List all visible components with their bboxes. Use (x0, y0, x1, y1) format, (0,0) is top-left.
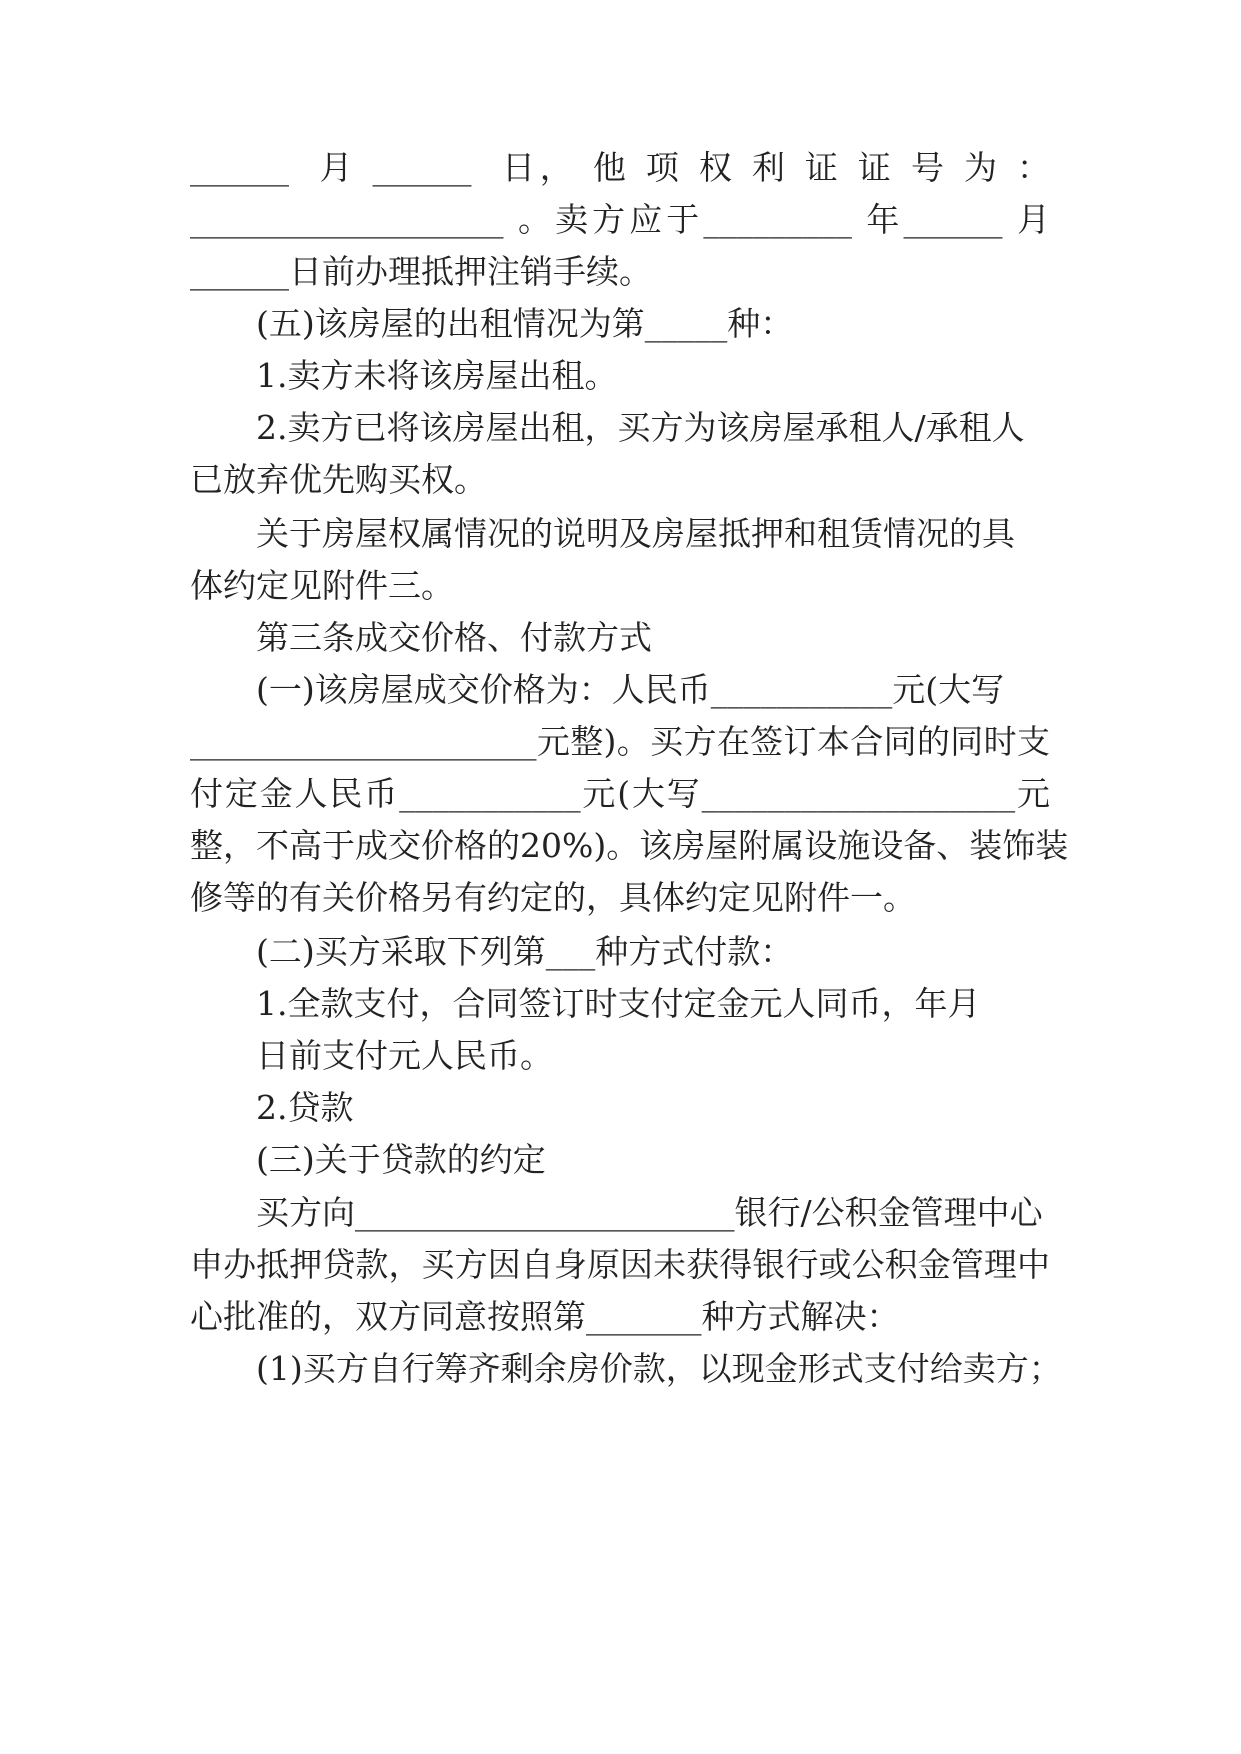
text-line-11: (一)该房屋成交价格为：人民币___________元(大写 (256, 670, 1005, 709)
text-line-8: 关于房屋权属情况的说明及房屋抵押和租赁情况的具 (256, 514, 1015, 553)
text-line-13: 付定金人民币___________元(大写___________________元 (190, 774, 1050, 813)
text-line-15: 修等的有关价格另有约定的，具体约定见附件一。 (190, 878, 916, 917)
text-line-6: 2.卖方已将该房屋出租，买方为该房屋承租人/承租人 (256, 408, 1025, 447)
text-line-4: (五)该房屋的出租情况为第_____种： (256, 304, 794, 343)
text-line-24: (1)买方自行筹齐剩余房价款，以现金形式支付给卖方； (256, 1349, 1062, 1388)
text-line-17: 1.全款支付，合同签订时支付定金元人同币，年月 (256, 984, 981, 1023)
text-line-2: ___________________ 。卖方应于_________ 年______ 月 (190, 200, 1050, 239)
text-line-12: _____________________元整)。买方在签订本合同的同时支 (190, 722, 1050, 761)
text-line-5: 1.卖方未将该房屋出租。 (256, 356, 618, 395)
section-heading-article-3: 第三条成交价格、付款方式 (256, 618, 652, 657)
text-line-23: 心批准的，双方同意按照第_______种方式解决： (190, 1297, 900, 1336)
text-line-18: 日前支付元人民币。 (256, 1036, 553, 1075)
text-line-19: 2.贷款 (256, 1088, 354, 1127)
text-line-22: 申办抵押贷款，买方因自身原因未获得银行或公积金管理中 (190, 1245, 1050, 1284)
text-line-1: ______ 月 ______ 日， 他 项 权 利 证 证 号 为 ： (190, 148, 1050, 187)
text-line-9: 体约定见附件三。 (190, 566, 454, 605)
text-line-3: ______日前办理抵押注销手续。 (190, 252, 652, 291)
text-line-20: (三)关于贷款的约定 (256, 1140, 546, 1179)
text-line-21: 买方向_______________________银行/公积金管理中心 (256, 1193, 1043, 1232)
text-line-7: 已放弃优先购买权。 (190, 460, 487, 499)
text-line-16: (二)买方采取下列第___种方式付款： (256, 932, 794, 971)
text-line-14: 整，不高于成交价格的20%)。该房屋附属设施设备、装饰装 (190, 826, 1069, 865)
